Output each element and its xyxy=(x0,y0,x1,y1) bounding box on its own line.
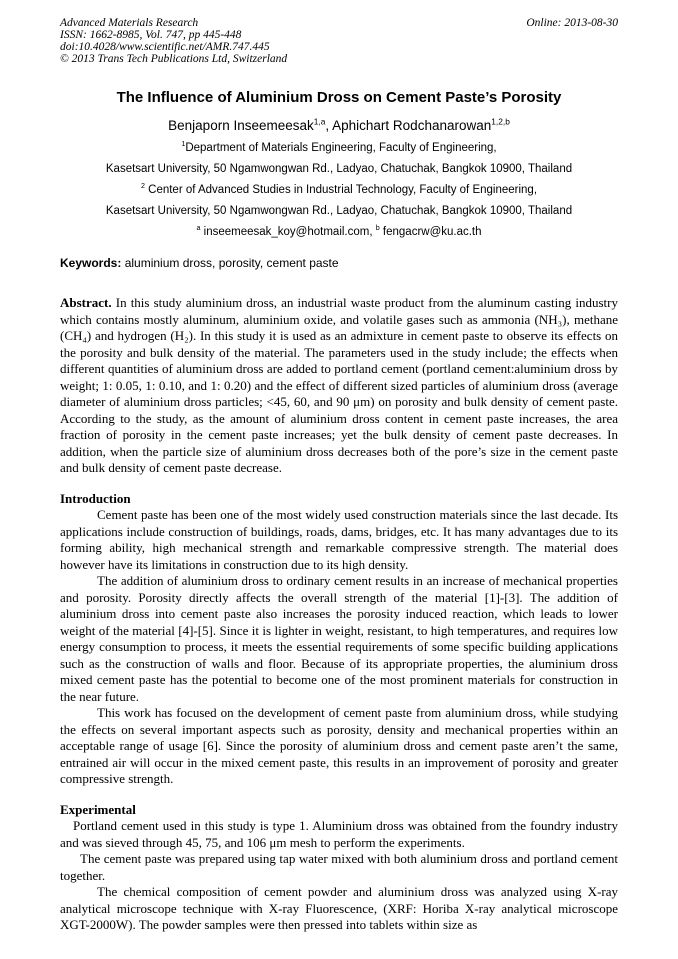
email-b-mark: b xyxy=(375,224,380,233)
affiliation-2-text: Kasetsart University, 50 Ngamwongwan Rd., Ladyao, Chatuchak, Bangkok 10900, Thailand xyxy=(105,163,573,175)
affiliation-4-text: Kasetsart University, 50 Ngamwongwan Rd., Ladyao, Chatuchak, Bangkok 10900, Thailand xyxy=(105,205,573,217)
affiliation-line-2 xyxy=(60,162,618,176)
author-1-affiliation-marks: 1,a xyxy=(313,116,326,127)
affiliation-line-1 xyxy=(60,141,618,155)
authors-separator: , xyxy=(325,118,333,133)
affiliation-1-mark: 1 xyxy=(181,140,186,149)
introduction-paragraph-2: The addition of aluminium dross to ordinary cement results in an increase of mechanical properties and porosity. Porosity directly affects the overall strength of the material [1]-[3]. The addition of aluminium dross into cement paste also increases the porosity induced reaction, which leads to lower weight of the material [4]-[5]. Since it is lighter in weight, resistant, to high temperatures, and requires low energy consumption to process, it meets the essential requirements of some specific building applications such as the construction of walls and floor. Because of its appropriate properties, the aluminium dross mixed cement paste has the potential to become one of the most prominent materials for construction in the near future. xyxy=(60,573,618,704)
section-heading-experimental: Experimental xyxy=(60,801,136,817)
affiliation-3-mark: 2 xyxy=(140,182,145,191)
affiliation-1-text: Department of Materials Engineering, Faculty of Engineering, xyxy=(185,142,497,154)
author-2-affiliation-marks: 1,2,b xyxy=(491,116,510,127)
abstract-paragraph xyxy=(60,295,618,477)
introduction-paragraph-3: This work has focused on the development of cement paste from aluminium dross, while studying the effects on several important aspects such as porosity, density and mechanical properties within an acceptable range of usage [6]. Since the porosity of aluminium dross and cement paste aren’t the same, entrained air will occur in the mixed cement paste, this results in an improvement of porosity and greater compressive strength. xyxy=(60,705,618,786)
keywords-label: Keywords: xyxy=(60,256,122,270)
authors-line xyxy=(60,117,618,134)
author-1-name: Benjaporn Inseemeesak xyxy=(168,118,314,133)
experimental-paragraph-2: The cement paste was prepared using tap water mixed with both aluminium dross and portland cement together. xyxy=(60,851,618,883)
online-date: Online: 2013-08-30 xyxy=(526,17,618,29)
journal-header-left xyxy=(60,17,287,65)
author-2-name: Aphichart Rodchanarowan xyxy=(332,118,492,133)
keywords-text: aluminium dross, porosity, cement paste xyxy=(121,256,339,270)
copyright-line: © 2013 Trans Tech Publications Ltd, Switzerland xyxy=(60,53,288,65)
experimental-paragraph-3: The chemical composition of cement powder and aluminium dross was analyzed using X-ray analytical microscope technique with X-ray Fluorescence, (XRF: Horiba X-ray analytical microscope XGT-2000W). The powder samples were then pressed into tablets within size as xyxy=(60,884,618,932)
experimental-paragraph-1: Portland cement used in this study is type 1. Aluminium dross was obtained from the foundry industry and was sieved through 45, 75, and 106 μm mesh to perform the experiments. xyxy=(60,818,618,850)
section-heading-introduction: Introduction xyxy=(60,490,131,506)
affiliation-line-3 xyxy=(60,183,618,197)
paper-title: The Influence of Aluminium Dross on Cement Paste’s Porosity xyxy=(116,89,562,106)
email-b-address: fengacrw@ku.ac.th xyxy=(379,226,482,238)
paper-body xyxy=(60,295,618,934)
affiliation-line-4 xyxy=(60,204,618,218)
keywords-line xyxy=(60,256,618,271)
abstract-text: In this study aluminium dross, an industrial waste product from the aluminum casting industry which contains mostly aluminum, aluminium oxide, and volatile gases such as ammonia (NH₃), methane (CH₄) and hydrogen (H₂). In this study it is used as an admixture in cement paste to observe its effects on the porosity and bulk density of the material. The parameters used in the study include; the effects when different quantities of aluminium dross are added to portland cement (portland cement:aluminium dross by weight; 1: 0.05, 1: 0.10, and 1: 0.20) and the effect of different sized particles of aluminium dross (average diameter of aluminium dross particles; <45, 60, and 90 μm) on porosity and bulk density of cement paste. According to the study, as the amount of aluminium dross content in cement paste increases, the area fraction of porosity in the cement paste increases; yet the bulk density of cement paste decreases. In addition, when the particle size of aluminium dross decreases both of the pore’s size in the cement paste and bulk density of cement paste decrease. xyxy=(60,295,618,475)
issn-volume-line: ISSN: 1662-8985, Vol. 747, pp 445-448 xyxy=(60,29,242,41)
introduction-paragraph-1: Cement paste has been one of the most widely used construction materials since the last decade. Its applications include construction of buildings, roads, dams, bridges, etc. It has many advantages due to its forming ability, high mechanical strength and remarkable compressive strength. The material does however have its limitations in construction due to its high density. xyxy=(60,507,618,572)
affiliation-3-text: Center of Advanced Studies in Industrial Technology, Faculty of Engineering, xyxy=(144,184,538,196)
journal-name: Advanced Materials Research xyxy=(60,17,199,29)
emails-line xyxy=(60,225,618,239)
journal-header xyxy=(60,17,618,65)
email-a-mark: a xyxy=(196,224,201,233)
abstract-label: Abstract. xyxy=(60,295,112,310)
doi-line: doi:10.4028/www.scientific.net/AMR.747.445 xyxy=(60,41,270,53)
email-a-address: inseemeesak_koy@hotmail.com, xyxy=(200,226,376,238)
